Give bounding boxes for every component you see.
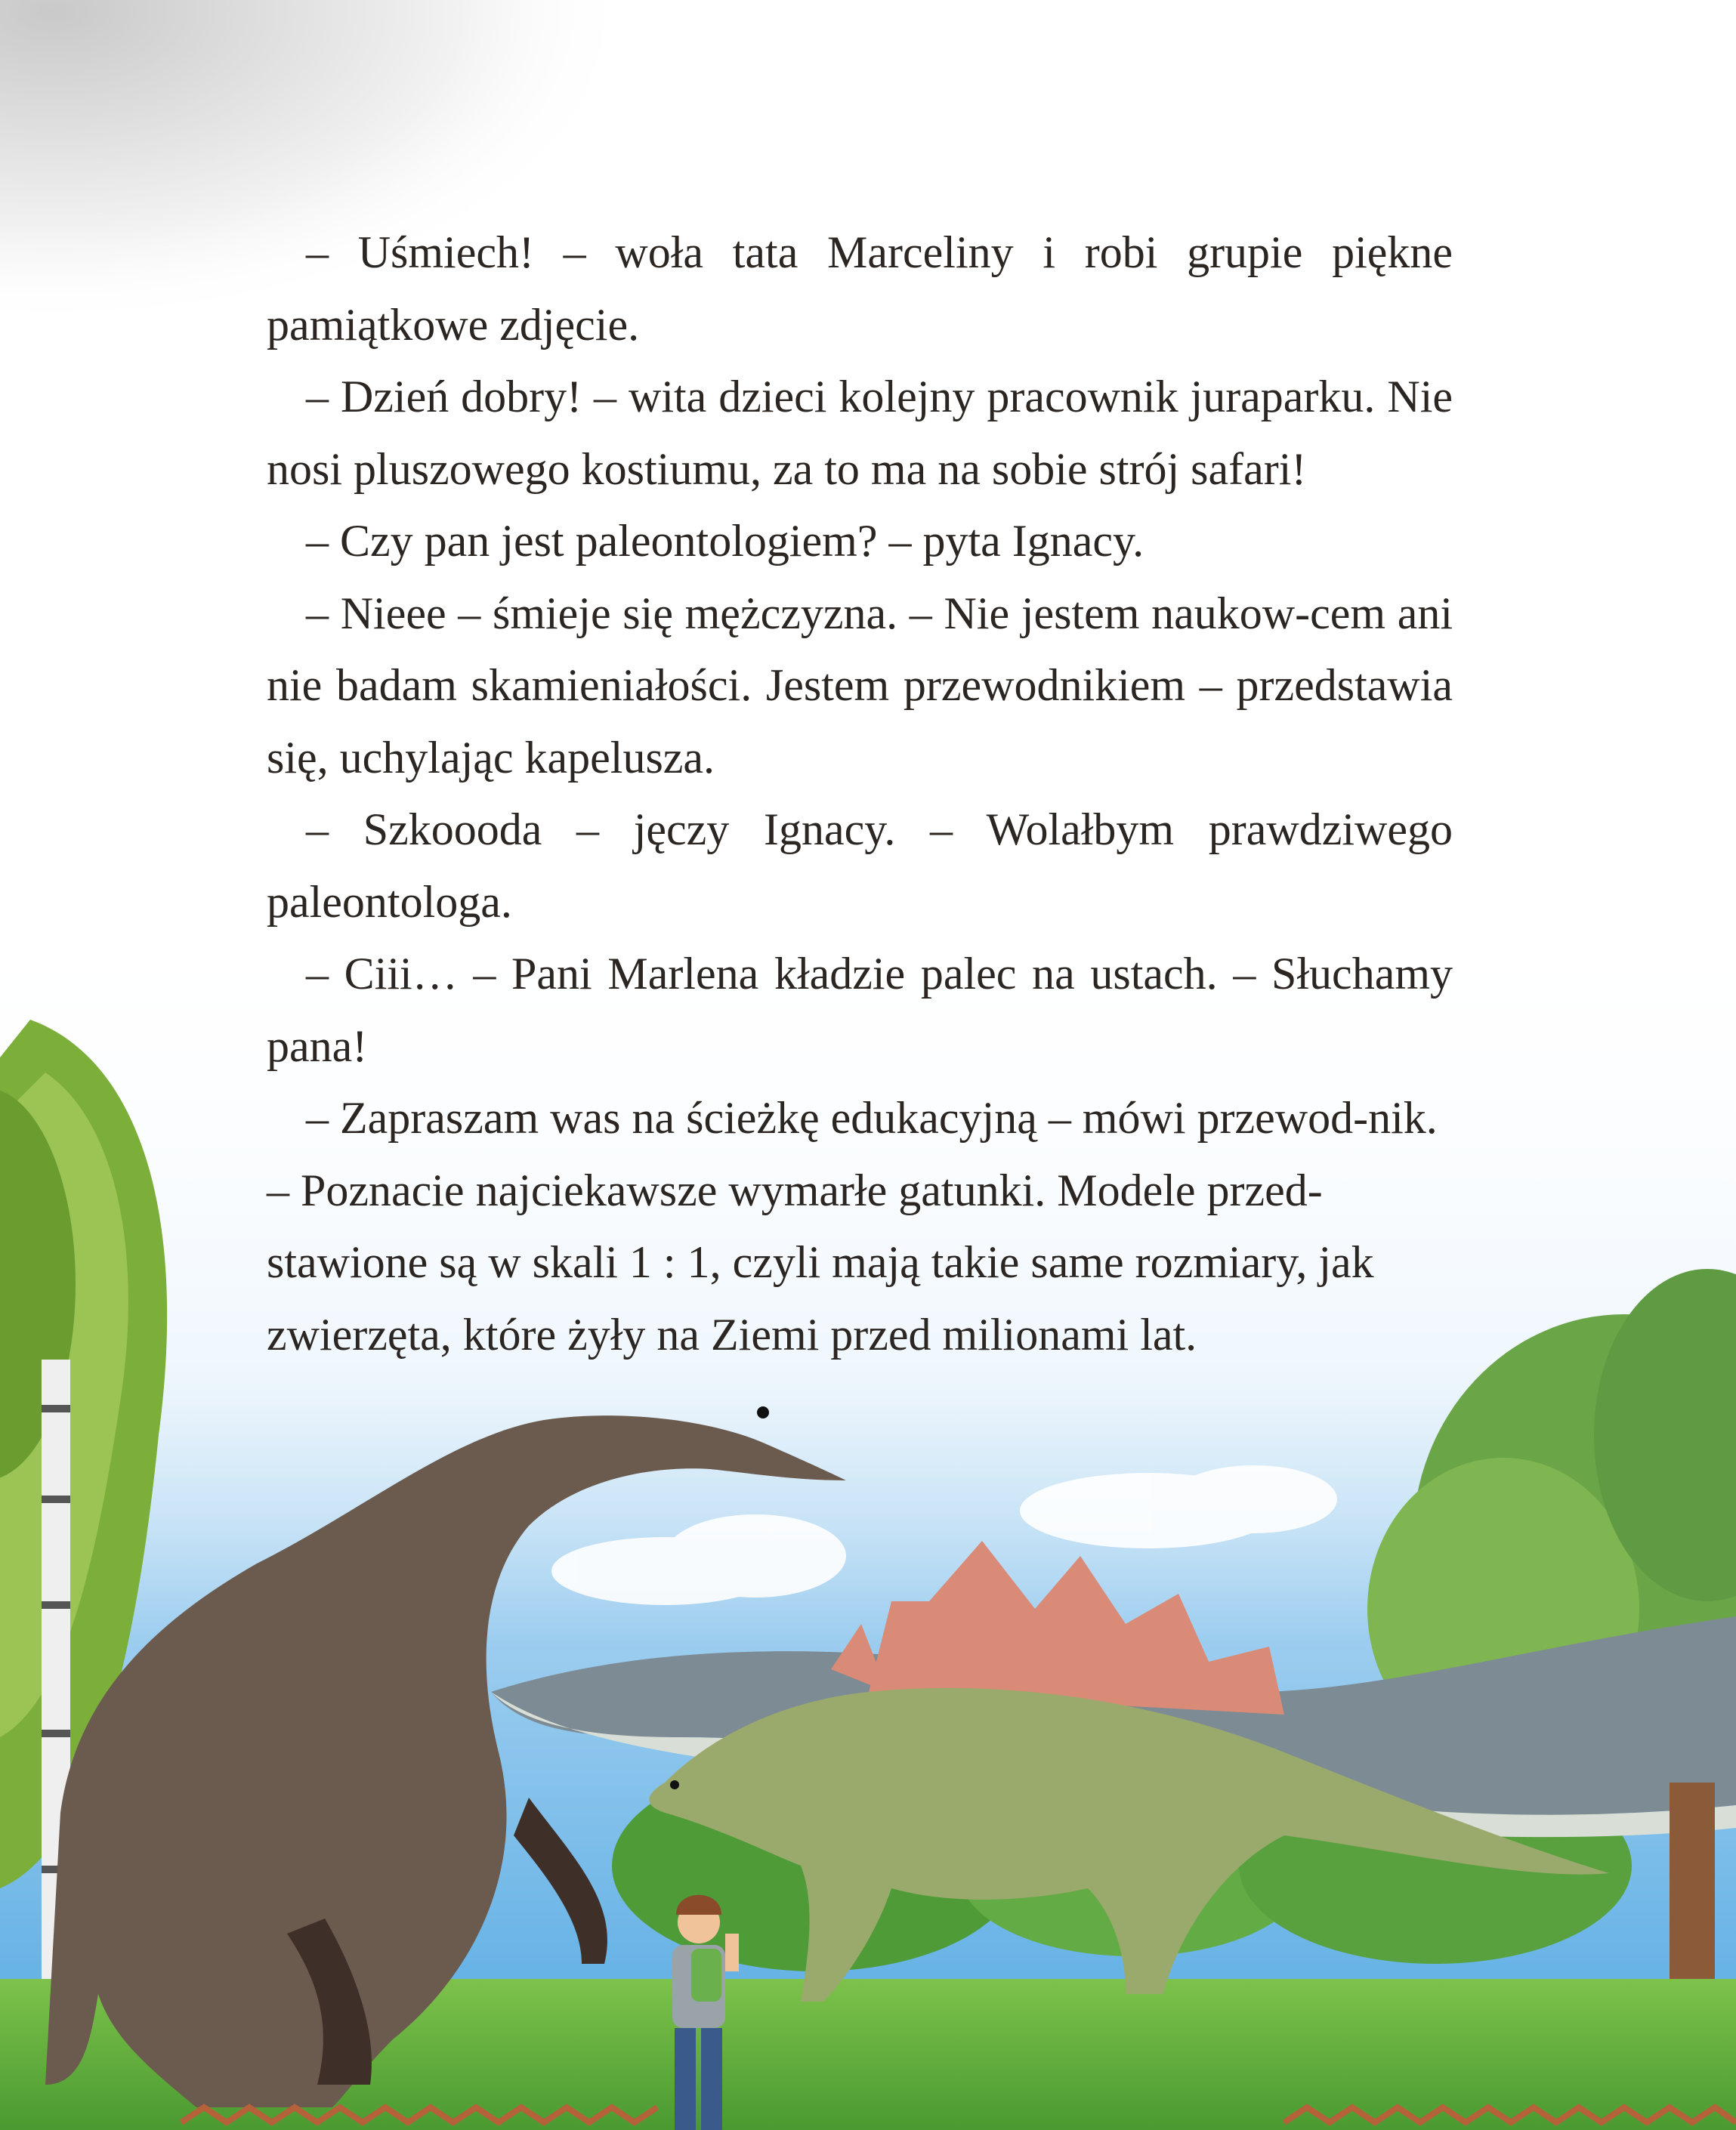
paragraph-6: – Ciii… – Pani Marlena kładzie palec na ustach. – Słuchamy pana!	[267, 949, 1453, 1071]
paragraph-4: – Nieee – śmieje się mężczyzna. – Nie jestem naukow-cem ani nie badam skamieniałości. Jestem przewodnikiem – przedstawia się, uchylając kapelusza.	[267, 588, 1453, 783]
paragraph-5: – Szkoooda – jęczy Ignacy. – Wolałbym prawdziwego paleontologa.	[267, 804, 1453, 927]
paragraph-3: – Czy pan jest paleontologiem? – pyta Ignacy.	[306, 516, 1144, 566]
paragraph-2: – Dzień dobry! – wita dzieci kolejny pracownik juraparku. Nie nosi pluszowego kostiumu, za to ma na sobie strój safari!	[267, 372, 1453, 494]
story-text	[267, 217, 1453, 1371]
paragraph-1: – Uśmiech! – woła tata Marceliny i robi grupie piękne pamiątkowe zdjęcie.	[267, 227, 1453, 350]
paragraph-7: – Zapraszam was na ścieżkę edukacyjną – mówi przewod-nik. – Poznacie najciekawsze wymarłe gatunki. Modele przed-stawione są w skali 1 : 1, czyli mają takie same rozmiary, jak zwierzęta, które żyły na Ziemi przed milionami lat.	[267, 1093, 1438, 1360]
